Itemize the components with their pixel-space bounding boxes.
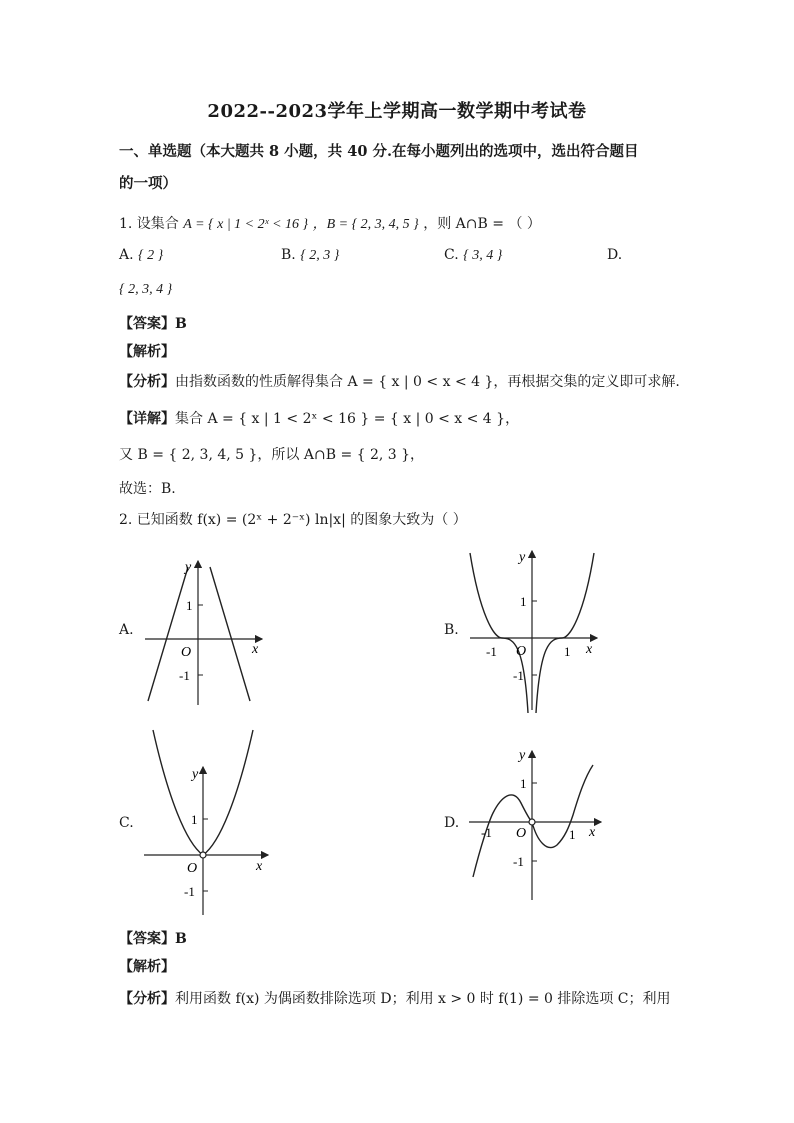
x-tick-neg-label: -1 — [481, 825, 492, 840]
x-tick-pos-label: 1 — [569, 827, 576, 842]
q1-option-b — [281, 247, 339, 264]
fenxi-text: 由指数函数的性质解得集合 A = { x | 0 < x < 4 }，再根据交集的定义即可求解. — [175, 374, 680, 390]
q1-set-a: A = { x | 1 < 2ˣ < 16 } — [183, 217, 309, 232]
x-axis-label: x — [256, 859, 263, 874]
section-heading-line2: 的一项） — [119, 175, 177, 192]
open-point — [529, 819, 535, 825]
option-label: C. — [444, 247, 459, 263]
x-axis-label: x — [586, 642, 593, 657]
x-axis-label: x — [589, 825, 596, 840]
q2-analysis-title: 【解析】 — [119, 959, 175, 975]
y-axis-label: y — [519, 748, 526, 763]
fenxi-label: 【分析】 — [119, 374, 175, 390]
option-label: D. — [607, 247, 623, 263]
q1-set-b: ，B = { 2, 3, 4, 5 } — [312, 217, 419, 232]
fenxi-label: 【分析】 — [119, 991, 175, 1007]
exam-title: 2022--2023学年上学期高一数学期中考试卷 — [207, 101, 587, 122]
graph-c-label: C. — [119, 815, 134, 831]
graph-d — [465, 745, 605, 905]
origin-label: O — [516, 644, 527, 659]
y-tick-pos-label: 1 — [186, 598, 193, 613]
q2-answer: 【答案】B — [119, 931, 187, 947]
origin-label: O — [187, 861, 198, 876]
q1-analysis-title: 【解析】 — [119, 344, 175, 360]
q1-conclusion: 故选：B. — [119, 481, 176, 497]
graph-c — [140, 725, 275, 920]
q1-xiangjie — [119, 408, 519, 428]
curve-right — [536, 553, 594, 713]
q1-option-c — [444, 247, 502, 264]
open-point — [200, 852, 206, 858]
y-tick-pos-label: 1 — [520, 776, 527, 791]
fenxi-text: 利用函数 f(x) 为偶函数排除选项 D；利用 x > 0 时 f(1) = 0 排除选项 C；利用 — [175, 991, 671, 1007]
origin-label: O — [181, 645, 192, 660]
q1-option-d — [607, 247, 622, 263]
graph-b-label: B. — [444, 622, 459, 638]
graph-d-label: D. — [444, 815, 460, 831]
curve-right — [210, 567, 250, 701]
q1-fenxi — [119, 371, 680, 391]
q1-option-a — [119, 247, 163, 264]
option-value: { 3, 4 } — [463, 248, 503, 263]
graph-a-label: A. — [119, 622, 134, 638]
q1-option-d-value: { 2, 3, 4 } — [119, 282, 173, 297]
origin-label: O — [516, 826, 527, 841]
graph-a — [140, 555, 270, 710]
q1-detail-line2: 又 B = { 2, 3, 4, 5 }，所以 A∩B = { 2, 3 }， — [119, 447, 425, 463]
curve-left — [470, 553, 528, 713]
x-tick-neg-label: -1 — [486, 644, 497, 659]
y-tick-pos-label: 1 — [520, 594, 527, 609]
graph-b — [462, 545, 602, 717]
q2-fenxi — [119, 988, 671, 1008]
x-tick-pos-label: 1 — [564, 644, 571, 659]
xiangjie-text: 集合 A = { x | 1 < 2ˣ < 16 } = { x | 0 < x < 4 }， — [175, 411, 520, 427]
q1-stem-suffix: ，则 A∩B = （ ） — [423, 216, 541, 232]
option-label: B. — [281, 247, 296, 263]
q1-stem — [119, 213, 541, 233]
option-label: A. — [119, 247, 134, 263]
y-axis-label: y — [519, 550, 526, 565]
xiangjie-label: 【详解】 — [119, 411, 175, 427]
x-axis-label: x — [252, 642, 259, 657]
y-tick-pos-label: 1 — [191, 812, 198, 827]
y-tick-neg-label: -1 — [513, 854, 524, 869]
option-value: { 2 } — [138, 248, 164, 263]
y-tick-neg-label: -1 — [184, 884, 195, 899]
y-axis-label: y — [185, 560, 192, 575]
q1-answer: 【答案】B — [119, 316, 187, 332]
y-tick-neg-label: -1 — [179, 668, 190, 683]
y-axis-label: y — [192, 767, 199, 782]
option-value: { 2, 3 } — [300, 248, 340, 263]
section-heading-line1: 一、单选题（本大题共 8 小题，共 40 分.在每小题列出的选项中，选出符合题目 — [119, 143, 639, 160]
q2-stem: 2. 已知函数 f(x) = (2ˣ + 2⁻ˣ) ln|x| 的图象大致为（ ） — [119, 512, 467, 528]
y-tick-neg-label: -1 — [513, 668, 524, 683]
q1-stem-prefix: 1. 设集合 — [119, 216, 179, 232]
